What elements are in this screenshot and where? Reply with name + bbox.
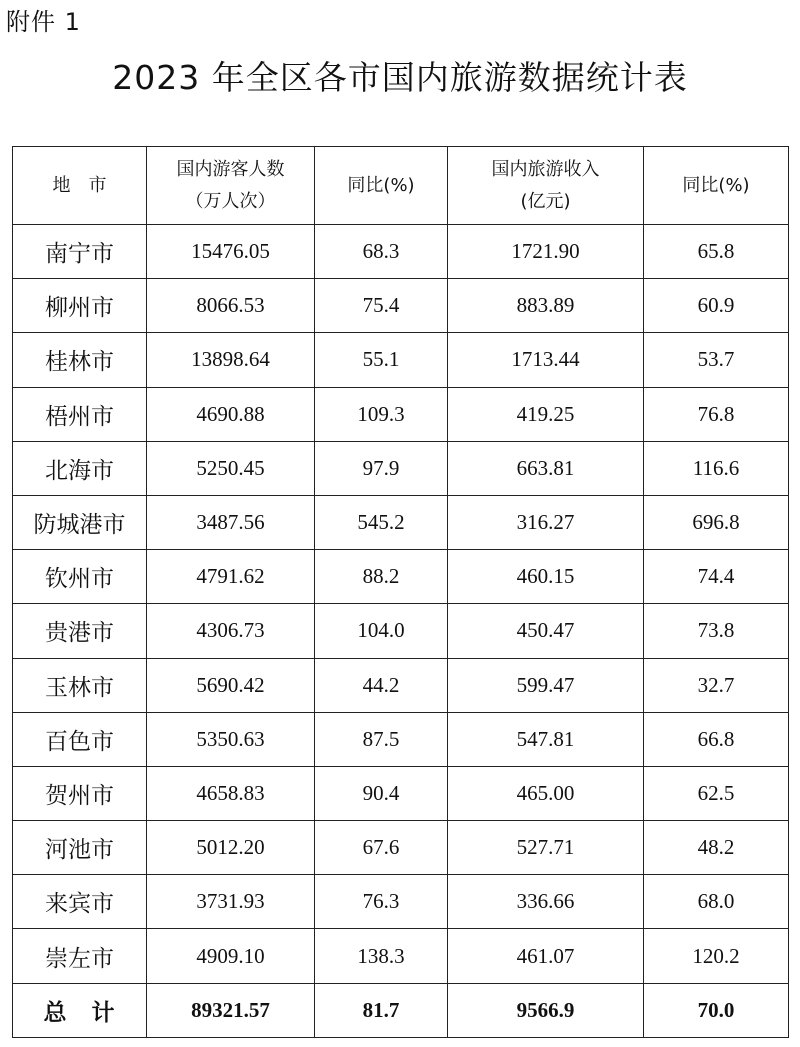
table-header-row	[13, 147, 789, 225]
revenue-cell: 461.07	[448, 929, 644, 983]
revenue-cell: 450.47	[448, 604, 644, 658]
visitors-cell: 5250.45	[147, 441, 315, 495]
revenue-yoy-cell: 70.0	[644, 983, 789, 1037]
table-row	[13, 766, 789, 820]
revenue-cell: 599.47	[448, 658, 644, 712]
table-row	[13, 441, 789, 495]
visitors-cell: 4909.10	[147, 929, 315, 983]
city-cell: 贵港市	[13, 604, 147, 658]
revenue-cell: 883.89	[448, 279, 644, 333]
revenue-cell: 419.25	[448, 387, 644, 441]
table-row	[13, 712, 789, 766]
visitors-yoy-cell: 88.2	[315, 550, 448, 604]
revenue-yoy-cell: 120.2	[644, 929, 789, 983]
revenue-yoy-cell: 74.4	[644, 550, 789, 604]
revenue-yoy-cell: 116.6	[644, 441, 789, 495]
revenue-cell: 316.27	[448, 495, 644, 549]
visitors-cell: 8066.53	[147, 279, 315, 333]
visitors-yoy-cell: 75.4	[315, 279, 448, 333]
visitors-cell: 4306.73	[147, 604, 315, 658]
revenue-yoy-cell: 32.7	[644, 658, 789, 712]
header-visitors-line2: （万人次）	[185, 190, 276, 212]
visitors-yoy-cell: 90.4	[315, 766, 448, 820]
revenue-cell: 460.15	[448, 550, 644, 604]
city-cell: 百色市	[13, 712, 147, 766]
visitors-cell: 4791.62	[147, 550, 315, 604]
city-cell: 桂林市	[13, 333, 147, 387]
revenue-cell: 1713.44	[448, 333, 644, 387]
table-row	[13, 875, 789, 929]
visitors-yoy-cell: 76.3	[315, 875, 448, 929]
table-body	[13, 225, 789, 1038]
table-row	[13, 225, 789, 279]
table-row	[13, 604, 789, 658]
revenue-cell: 9566.9	[448, 983, 644, 1037]
header-city-label: 地 市	[52, 174, 107, 196]
visitors-yoy-cell: 104.0	[315, 604, 448, 658]
visitors-cell: 5690.42	[147, 658, 315, 712]
revenue-cell: 465.00	[448, 766, 644, 820]
revenue-yoy-cell: 76.8	[644, 387, 789, 441]
revenue-yoy-cell: 65.8	[644, 225, 789, 279]
city-cell: 防城港市	[13, 495, 147, 549]
revenue-yoy-cell: 60.9	[644, 279, 789, 333]
visitors-cell: 15476.05	[147, 225, 315, 279]
city-cell: 玉林市	[13, 658, 147, 712]
visitors-yoy-cell: 81.7	[315, 983, 448, 1037]
visitors-cell: 4690.88	[147, 387, 315, 441]
visitors-yoy-cell: 68.3	[315, 225, 448, 279]
header-visitors-yoy: 同比(%)	[315, 147, 448, 225]
header-city	[13, 147, 147, 225]
tourism-statistics-table	[12, 146, 789, 1038]
attachment-label: 附件 1	[6, 8, 81, 36]
city-cell: 总 计	[13, 983, 147, 1037]
header-revenue-line2: (亿元)	[520, 190, 571, 212]
revenue-yoy-cell: 73.8	[644, 604, 789, 658]
visitors-yoy-cell: 109.3	[315, 387, 448, 441]
header-visitors	[147, 147, 315, 225]
table-row	[13, 658, 789, 712]
city-cell: 梧州市	[13, 387, 147, 441]
table-row	[13, 279, 789, 333]
visitors-yoy-cell: 545.2	[315, 495, 448, 549]
visitors-cell: 13898.64	[147, 333, 315, 387]
visitors-cell: 4658.83	[147, 766, 315, 820]
visitors-yoy-cell: 138.3	[315, 929, 448, 983]
visitors-yoy-cell: 87.5	[315, 712, 448, 766]
revenue-cell: 336.66	[448, 875, 644, 929]
revenue-cell: 1721.90	[448, 225, 644, 279]
city-cell: 南宁市	[13, 225, 147, 279]
city-cell: 钦州市	[13, 550, 147, 604]
header-revenue-line1: 国内旅游收入	[491, 158, 600, 180]
visitors-yoy-cell: 97.9	[315, 441, 448, 495]
header-visitors-line1: 国内游客人数	[176, 158, 285, 180]
revenue-cell: 547.81	[448, 712, 644, 766]
table-row	[13, 550, 789, 604]
revenue-cell: 663.81	[448, 441, 644, 495]
visitors-cell: 5350.63	[147, 712, 315, 766]
page-title: 2023 年全区各市国内旅游数据统计表	[112, 58, 688, 97]
city-cell: 柳州市	[13, 279, 147, 333]
city-cell: 崇左市	[13, 929, 147, 983]
visitors-yoy-cell: 44.2	[315, 658, 448, 712]
revenue-yoy-cell: 696.8	[644, 495, 789, 549]
revenue-cell: 527.71	[448, 821, 644, 875]
visitors-cell: 5012.20	[147, 821, 315, 875]
visitors-cell: 3731.93	[147, 875, 315, 929]
table-row	[13, 495, 789, 549]
visitors-yoy-cell: 55.1	[315, 333, 448, 387]
visitors-cell: 89321.57	[147, 983, 315, 1037]
city-cell: 河池市	[13, 821, 147, 875]
table-row	[13, 387, 789, 441]
revenue-yoy-cell: 68.0	[644, 875, 789, 929]
table-row	[13, 333, 789, 387]
header-revenue-yoy: 同比(%)	[644, 147, 789, 225]
total-row	[13, 983, 789, 1037]
city-cell: 北海市	[13, 441, 147, 495]
revenue-yoy-cell: 48.2	[644, 821, 789, 875]
revenue-yoy-cell: 62.5	[644, 766, 789, 820]
header-revenue	[448, 147, 644, 225]
table-row	[13, 929, 789, 983]
revenue-yoy-cell: 66.8	[644, 712, 789, 766]
city-cell: 贺州市	[13, 766, 147, 820]
city-cell: 来宾市	[13, 875, 147, 929]
visitors-cell: 3487.56	[147, 495, 315, 549]
visitors-yoy-cell: 67.6	[315, 821, 448, 875]
table-row	[13, 821, 789, 875]
revenue-yoy-cell: 53.7	[644, 333, 789, 387]
